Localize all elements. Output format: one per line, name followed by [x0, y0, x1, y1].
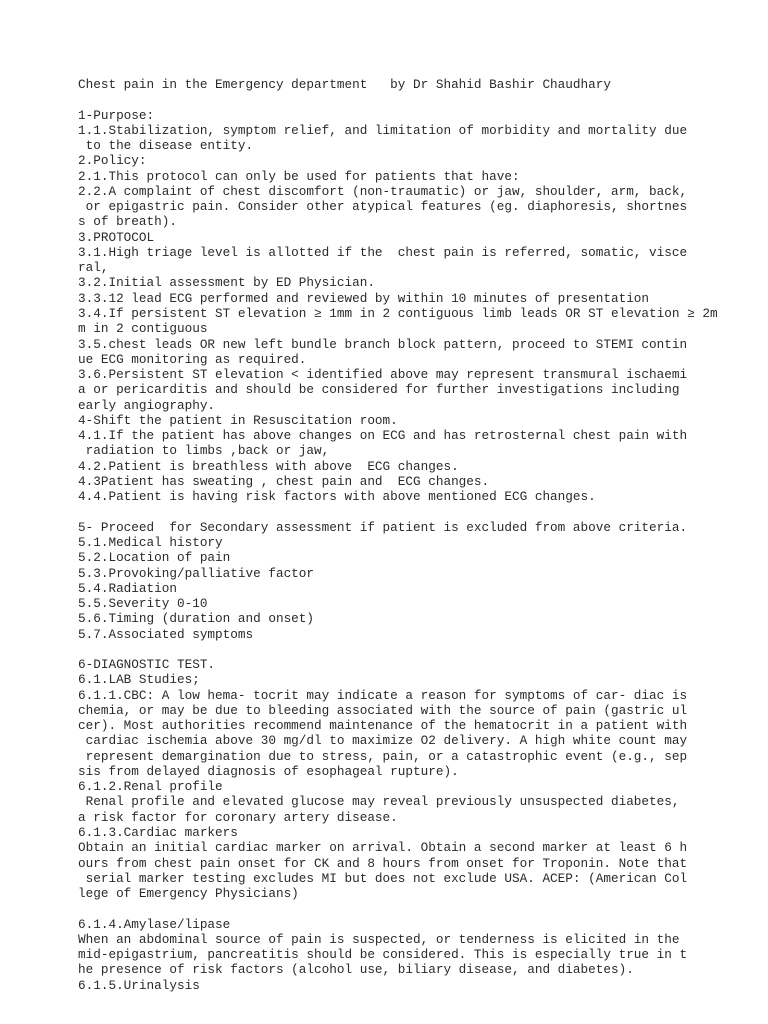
- document-line: chemia, or may be due to bleeding associated with the source of pain (gastric ul: [78, 702, 688, 718]
- document-line: serial marker testing excludes MI but does not exclude USA. ACEP: (American Col: [78, 870, 688, 886]
- document-line: 3.PROTOCOL: [78, 229, 155, 245]
- document-line: 5.5.Severity 0-10: [78, 596, 208, 612]
- document-line: 6-DIAGNOSTIC TEST.: [78, 657, 216, 673]
- document-line: radiation to limbs ,back or jaw,: [78, 443, 330, 459]
- document-line: 4.1.If the patient has above changes on ECG and has retrosternal chest pain with: [78, 428, 688, 444]
- document-line: to the disease entity.: [78, 138, 254, 154]
- document-line: lege of Emergency Physicians): [78, 886, 299, 902]
- document-line: 4-Shift the patient in Resuscitation room.: [78, 412, 398, 428]
- document-line: 5.4.Radiation: [78, 580, 177, 596]
- document-line: Chest pain in the Emergency department by Dr Shahid Bashir Chaudhary: [78, 77, 611, 92]
- document-line: 6.1.1.CBC: A low hema- tocrit may indicate a reason for symptoms of car- diac is: [78, 687, 688, 703]
- document-line: 2.2.A complaint of chest discomfort (non-traumatic) or jaw, shoulder, arm, back,: [78, 183, 688, 199]
- document-line: [78, 504, 768, 519]
- document-line: 5.7.Associated symptoms: [78, 626, 254, 642]
- document-line: 5.3.Provoking/palliative factor: [78, 565, 315, 581]
- document-line: 3.3.12 lead ECG performed and reviewed by within 10 minutes of presentation: [78, 290, 650, 306]
- document-line: 5.2.Location of pain: [78, 550, 231, 566]
- document-line: 6.1.4.Amylase/lipase: [78, 916, 231, 932]
- document-line: 3.6.Persistent ST elevation < identified above may represent transmural ischaemi: [78, 367, 688, 383]
- document-line: 5- Proceed for Secondary assessment if patient is excluded from above criteria.: [78, 519, 688, 535]
- document-line: 2.1.This protocol can only be used for patients that have:: [78, 168, 520, 184]
- document-line: mid-epigastrium, pancreatitis should be considered. This is especially true in t: [78, 947, 688, 963]
- document-line: sis from delayed diagnosis of esophageal rupture).: [78, 763, 459, 779]
- document-page: [78, 77, 768, 993]
- document-line: 1.1.Stabilization, symptom relief, and limitation of morbidity and mortality due: [78, 122, 688, 138]
- document-line: early angiography.: [78, 397, 216, 413]
- document-line: cer). Most authorities recommend maintenance of the hematocrit in a patient with: [78, 718, 688, 734]
- document-line: represent demargination due to stress, pain, or a catastrophic event (e.g., sep: [78, 748, 688, 764]
- document-line: or epigastric pain. Consider other atypical features (eg. diaphoresis, shortnes: [78, 199, 688, 215]
- document-line: 6.1.LAB Studies;: [78, 672, 200, 688]
- document-line: 3.2.Initial assessment by ED Physician.: [78, 275, 375, 291]
- document-line: 4.3Patient has sweating , chest pain and ECG changes.: [78, 473, 490, 489]
- document-line: When an abdominal source of pain is suspected, or tenderness is elicited in the: [78, 931, 680, 947]
- document-line: [78, 92, 768, 107]
- document-line: m in 2 contiguous: [78, 321, 208, 337]
- document-line: 5.1.Medical history: [78, 534, 223, 550]
- document-line: 6.1.5.Urinalysis: [78, 977, 200, 993]
- document-line: 4.2.Patient is breathless with above ECG changes.: [78, 458, 459, 474]
- document-line: 5.6.Timing (duration and onset): [78, 611, 315, 627]
- document-line: ral,: [78, 260, 109, 276]
- document-line: Obtain an initial cardiac marker on arrival. Obtain a second marker at least 6 h: [78, 840, 688, 856]
- document-line: s of breath).: [78, 214, 177, 230]
- document-line: ours from chest pain onset for CK and 8 hours from onset for Troponin. Note that: [78, 855, 688, 871]
- document-line: 4.4.Patient is having risk factors with above mentioned ECG changes.: [78, 489, 596, 505]
- document-line: a or pericarditis and should be considered for further investigations including: [78, 382, 680, 398]
- document-line: 6.1.3.Cardiac markers: [78, 825, 238, 841]
- document-line: ue ECG monitoring as required.: [78, 351, 307, 367]
- document-line: he presence of risk factors (alcohol use, biliary disease, and diabetes).: [78, 962, 634, 978]
- document-line: 1-Purpose:: [78, 107, 155, 123]
- document-line: cardiac ischemia above 30 mg/dl to maximize O2 delivery. A high white count may: [78, 733, 688, 749]
- document-line: 2.Policy:: [78, 153, 147, 169]
- document-line: 6.1.2.Renal profile: [78, 779, 223, 795]
- document-line: [78, 642, 768, 657]
- document-line: 3.1.High triage level is allotted if the chest pain is referred, somatic, visce: [78, 244, 688, 260]
- document-line: 3.5.chest leads OR new left bundle branch block pattern, proceed to STEMI contin: [78, 336, 688, 352]
- document-line: 3.4.If persistent ST elevation ≥ 1mm in 2 contiguous limb leads OR ST elevation ≥ 2m: [78, 305, 718, 321]
- document-line: a risk factor for coronary artery disease.: [78, 809, 398, 825]
- document-line: Renal profile and elevated glucose may reveal previously unsuspected diabetes,: [78, 794, 680, 810]
- document-line: [78, 901, 768, 916]
